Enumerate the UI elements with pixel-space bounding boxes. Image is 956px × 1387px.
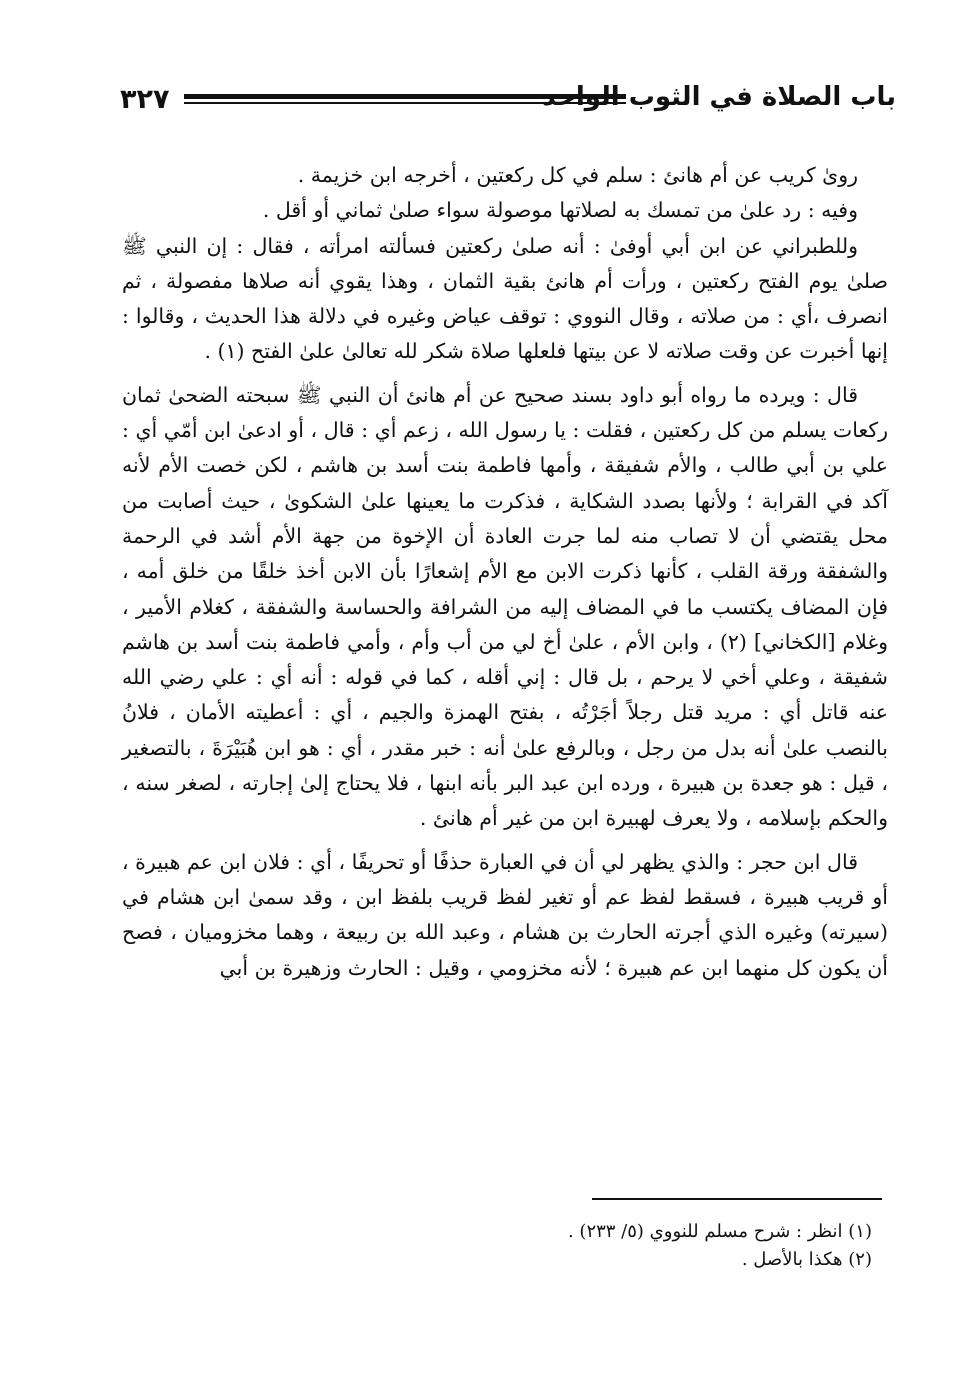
footnote: (٢) هكذا بالأصل . <box>741 1249 872 1270</box>
page-number: ٣٢٧ <box>120 84 170 115</box>
paragraph: وفيه : رد علىٰ من تمسك به لصلاتها موصولة سواء صلىٰ ثماني أو أقل . <box>262 198 858 223</box>
footnote-separator <box>592 1198 882 1200</box>
footnotes <box>300 1218 882 1274</box>
footnote: (١) انظر : شرح مسلم للنووي (٥/ ٢٣٣) . <box>567 1221 872 1242</box>
paragraph: قال : ويرده ما رواه أبو داود بسند صحيح عن أم هانئ أن النبي ﷺ سبحته الضحىٰ ثمان ركعات يسلم من كل ركعتين ، فقلت : يا رسول الله ، زعم أي : قال ، أو ادعىٰ ابن أمّي أي : علي بن أبي طالب ، والأم شفيقة ، وأمها فاطمة بنت أسد بن هاشم ، لكن خصت الأم لأنه آكد في القرابة ؛ ولأنها بصدد الشكاية ، فذكرت ما يعينها علىٰ الشكوىٰ ، حيث أصابت من محل يقتضي أن لا تصاب منه لما جرت العادة أن الإخوة من جهة الأم أشد في الرحمة والشفقة ورقة القلب ، كأنها ذكرت الابن مع الأم إشعارًا بأن الابن أخذ خلقًا من خلق أمه ، فإن المضاف يكتسب ما في المضاف إليه من الشرافة والحساسة والشفقة ، كغلام الأمير ، وغلام [الكخاني] (٢) ، وابن الأم ، علىٰ أخ لي من أب وأم ، وأمي فاطمة بنت أسد بن هاشم شفيقة ، وعلي أخي لا يرحم ، بل قال : إني أقله ، كما في قوله : أنه أي : علي رضي الله عنه قاتل أي : مريد قتل رجلاً أجَرْتُه ، بفتح الهمزة والجيم ، أي : أعطيته الأمان ، فلانُ بالنصب علىٰ أنه بدل من رجل ، وبالرفع علىٰ أنه : خبر مقدر ، أي : هو ابن هُبَيْرَةَ ، بالتصغير ، قيل : هو جعدة بن هبيرة ، ورده ابن عبد البر بأنه ابنها ، فلا يحتاج إلىٰ إجارته ، لصغر سنه ، والحكم بإسلامه ، ولا يعرف لهبيرة ابن من غير أم هانئ . <box>122 382 888 831</box>
body-text <box>122 158 888 986</box>
paragraph: روىٰ كريب عن أم هانئ : سلم في كل ركعتين ، أخرجه ابن خزيمة . <box>297 163 858 187</box>
chapter-title: باب الصلاة في الثوب الواحد <box>542 82 896 112</box>
running-header <box>120 80 896 120</box>
paragraph: قال ابن حجر : والذي يظهر لي أن في العبارة حذفًا أو تحريفًا ، أي : فلان ابن عم هبيرة ، أو قريب هبيرة ، فسقط لفظ عم أو تغير لفظ قريب بلفظ ابن ، وقد سمىٰ ابن هشام في (سيرته) وغيره الذي أجرته الحارث بن هشام ، وعبد الله بن ربيعة ، وهما مخزوميان ، فصح أن يكون كل منهما ابن عم هبيرة ؛ لأنه مخزومي ، وقيل : الحارث وزهيرة بن أبي <box>122 849 888 980</box>
paragraph: وللطبراني عن ابن أبي أوفىٰ : أنه صلىٰ ركعتين فسألته امرأته ، فقال : إن النبي ﷺ صلىٰ يوم الفتح ركعتين ، ورأت أم هانئ بقية الثمان ، وهذا يقوي أنه صلاها مفصولة ، ثم انصرف ،أي : من صلاته ، وقال النووي : توقف عياض وغيره في دلالة هذا الحديث ، وقالوا : إنها أخبرت عن وقت صلاته لا عن بيتها فلعلها صلاة شكر لله تعالىٰ علىٰ الفتح (١) . <box>122 233 888 364</box>
